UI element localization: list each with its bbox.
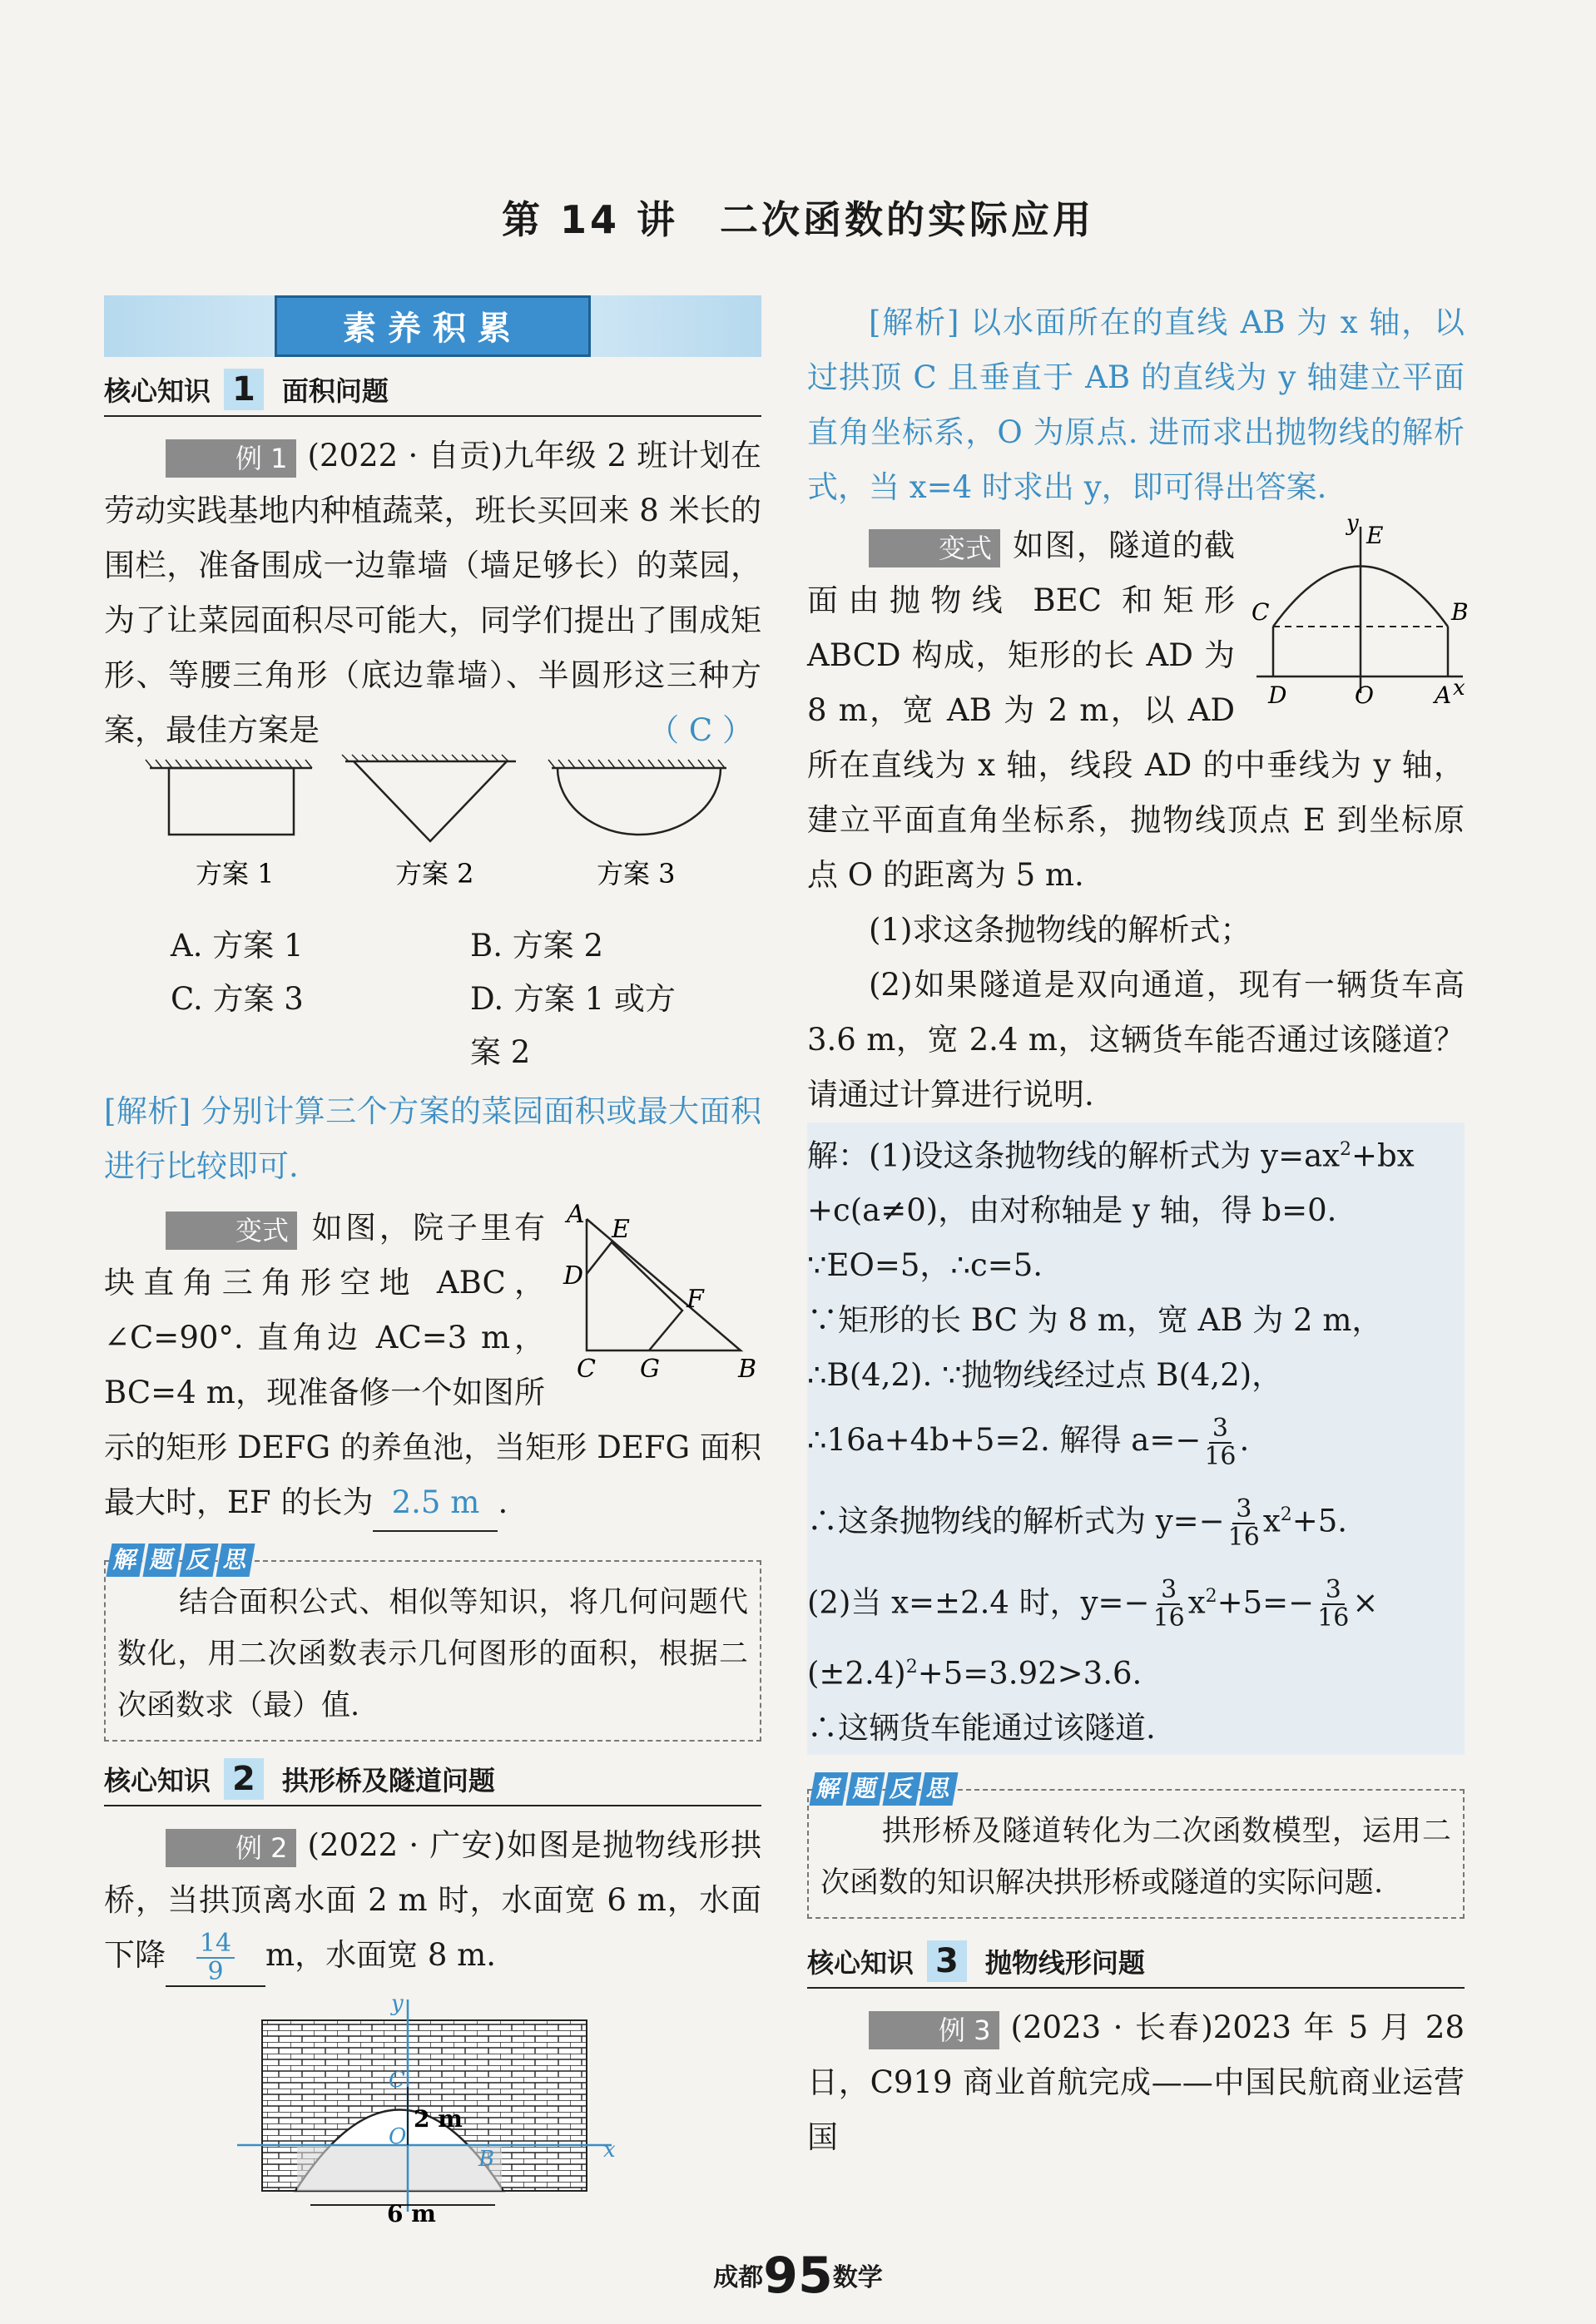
sol-line-2: +c(a≠0)，由对称轴是 y 轴，得 b=0. xyxy=(807,1192,1337,1229)
svg-text:B: B xyxy=(478,2146,495,2172)
page-footer xyxy=(0,2247,1596,2305)
sol-line-5: ∴B(4,2). ∵抛物线经过点 B(4,2)， xyxy=(807,1357,1283,1394)
solution xyxy=(807,1122,1465,1756)
label-a: A xyxy=(567,1200,585,1229)
label-c: C xyxy=(577,1355,596,1384)
example-2-analysis xyxy=(807,295,1465,515)
reflection-tag: 解 题 反 思 xyxy=(109,1544,252,1577)
svg-text:x: x xyxy=(1453,676,1465,701)
analysis-text: 分别计算三个方案的菜园面积或最大面积进行比较即可. xyxy=(104,1093,762,1184)
knowledge-heading-3: 核心知识 3 抛物线形问题 xyxy=(807,1940,1465,1989)
svg-text:C: C xyxy=(1252,598,1270,626)
reflection-1-text: 结合面积公式、相似等知识，将几何问题代数化，用二次函数表示几何图形的面积，根据二次函数求（最）值. xyxy=(117,1586,748,1722)
svg-text:y: y xyxy=(391,1990,404,2016)
analysis-tag: [解析] xyxy=(869,305,959,340)
page-number: 95 xyxy=(763,2247,833,2305)
example-2-answer: $\frac{14}{9}$ xyxy=(196,1930,235,1985)
variant-tag: 变式 xyxy=(869,529,1000,567)
sol-line-1: 解：(1)设这条抛物线的解析式为 $y=ax^2+bx$ xyxy=(807,1137,1415,1174)
plans-figure xyxy=(104,758,761,916)
triangle-figure xyxy=(553,1201,761,1384)
example-1-text: (2022 · 自贡)九年级 2 班计划在劳动实践基地内种植蔬菜，班长买回来 8 米长的围栏，准备围成一边靠墙（墙足够长）的菜园，为了让菜园面积尽可能大，同学们提出了围成矩形、等腰三角形（底边靠墙）、半圆形这三种方案，最佳方案是 xyxy=(104,438,761,748)
example-3 xyxy=(807,2000,1465,2165)
knowledge-heading-1 xyxy=(104,369,761,417)
analysis-tag: [解析] xyxy=(104,1093,191,1129)
option-d[interactable]: D. 方案 1 或方案 2 xyxy=(470,981,676,1070)
sol-line-4: ∵矩形的长 BC 为 8 m，宽 AB 为 2 m， xyxy=(807,1302,1383,1339)
right-column xyxy=(807,295,1469,2165)
options-row-2 xyxy=(104,973,761,1079)
variant-1-text: 如图，院子里有块直角三角形空地 ABC，∠C=90°. 直角边 AC=3 m，BC=4 m，现准备修一个如图所示的矩形 DEFG 的养鱼池，当矩形 DEFG 面积最大时，EF 的长为 xyxy=(104,1210,761,1520)
label-b: B xyxy=(738,1355,757,1384)
example-1 xyxy=(104,429,761,758)
option-c[interactable]: C. 方案 3 xyxy=(171,981,304,1017)
svg-text:C: C xyxy=(389,2067,405,2093)
label-e: E xyxy=(612,1215,630,1244)
svg-text:y: y xyxy=(1346,511,1359,536)
label-f: F xyxy=(686,1285,704,1314)
variant-2-text: 如图，隧道的截面由抛物线 BEC 和矩形 ABCD 构成，矩形的长 AD 为 8 m，宽 AB 为 2 m，以 AD 所在直线为 x 轴，线段 AD 的中垂线为 y 轴，建立平面直角坐标系，抛物线顶点 E 到坐标原点 O 的距离为 5 m. xyxy=(807,528,1465,893)
reflection-tag: 解 题 反 思 xyxy=(812,1772,955,1806)
footer-city: 成都 xyxy=(713,2263,764,2292)
svg-text:O: O xyxy=(1355,681,1374,709)
sol-line-8: (2)当 x=±2.4 时，y=− $\frac{3}{16}$ $x^2+5=-$ $\frac{3}{16}$ × xyxy=(807,1575,1379,1633)
example-2: 例 2 (2022 · 广安)如图是抛物线形拱桥，当拱顶离水面 2 m 时，水面宽 6 m，水面下降 $\frac{14}{9}$ m，水面宽 8 m. xyxy=(104,1827,761,1986)
banner-label: 素养积累 xyxy=(275,295,591,357)
example-1-answer: （ C ） xyxy=(648,712,753,748)
plan-2-label: 方案 2 xyxy=(395,858,474,889)
options-row-1 xyxy=(104,919,761,973)
question-1: (1)求这条抛物线的解析式； xyxy=(869,912,1252,948)
option-b[interactable]: B. 方案 2 xyxy=(470,928,604,964)
knowledge-number: 1 xyxy=(224,369,264,410)
svg-text:B: B xyxy=(1451,598,1469,626)
variant-tag: 变式 xyxy=(166,1212,297,1250)
width-label: 6 m xyxy=(387,2199,436,2227)
knowledge-heading-2: 核心知识 2 拱形桥及隧道问题 xyxy=(104,1758,761,1806)
knowledge-name: 面积问题 xyxy=(281,375,389,407)
variant-1: A E D F C G B 变式 如图，院子里有块直角三角形空地 ABC，∠C=90°. 直角边 AC=3 m，BC=4 m，现准备修一个如图所示的矩形 DEFG 的养鱼池，当矩形 DEFG 面积最大时，EF 的长为 2.5 m . xyxy=(104,1201,761,1532)
label-d: D xyxy=(563,1261,584,1291)
sol-line-7: ∴这条抛物线的解析式为 y=− $\frac{3}{16}$ $x^2+5$. xyxy=(807,1494,1348,1553)
left-column xyxy=(104,295,762,2227)
svg-text:O: O xyxy=(389,2123,407,2149)
footer-subject: 数学 xyxy=(832,2263,883,2292)
option-a[interactable]: A. 方案 1 xyxy=(171,928,304,964)
plan-3-label: 方案 3 xyxy=(597,858,676,889)
reflection-box-2 xyxy=(807,1775,1465,1919)
variant-1-answer: 2.5 m xyxy=(373,1475,498,1532)
example-3-text: (2023 · 长春)2023 年 5 月 28 日，C919 商业首航完成——中国民航商业运营国 xyxy=(807,2009,1465,2156)
arch-bridge-figure xyxy=(104,1990,761,2227)
sol-line-9: $(\pm 2.4)^2+5=3.92>3.6$. xyxy=(807,1655,1142,1692)
example-tag: 例 2 xyxy=(166,1829,296,1867)
svg-text:A: A xyxy=(1435,681,1452,709)
example-tag: 例 1 xyxy=(166,439,296,478)
reflection-2-text: 拱形桥及隧道转化为二次函数模型，运用二次函数的知识解决拱形桥或隧道的实际问题. xyxy=(820,1815,1451,1900)
svg-text:x: x xyxy=(603,2137,616,2163)
label-g: G xyxy=(640,1355,660,1384)
plan-1-label: 方案 1 xyxy=(196,858,275,889)
sol-line-3: ∵EO=5，∴c=5. xyxy=(807,1247,1043,1284)
height-label: 2 m xyxy=(414,2104,463,2133)
analysis-text: 以水面所在的直线 AB 为 x 轴，以过拱顶 C 且垂直于 AB 的直线为 y 轴建立平面直角坐标系，O 为原点. 进而求出抛物线的解析式，当 x=4 时求出 y，即可得出答案. xyxy=(807,305,1465,505)
example-tag: 例 3 xyxy=(869,2011,999,2049)
knowledge-label: 核心知识 xyxy=(104,375,211,407)
section-banner xyxy=(104,295,761,357)
example-2-text: (2022 · 广安)如图是抛物线形拱桥，当拱顶离水面 2 m 时，水面宽 6 m，水面下降 xyxy=(104,1827,761,1973)
question-2: (2)如果隧道是双向通道，现有一辆货车高 3.6 m，宽 2.4 m，这辆货车能否通过该隧道？请通过计算进行说明. xyxy=(807,967,1465,1112)
variant-2 xyxy=(807,511,1469,903)
page-title: 第 14 讲 二次函数的实际应用 xyxy=(501,197,1095,242)
svg-text:D: D xyxy=(1268,681,1287,709)
example-1-analysis xyxy=(104,1084,761,1194)
svg-text:E: E xyxy=(1366,522,1384,549)
reflection-box-1 xyxy=(104,1546,761,1742)
sol-line-6: ∴16a+4b+5=2. 解得 a=− $\frac{3}{16}$ . xyxy=(807,1413,1250,1471)
sol-line-10: ∴这辆货车能通过该隧道. xyxy=(807,1710,1156,1747)
tunnel-figure xyxy=(1240,511,1469,710)
